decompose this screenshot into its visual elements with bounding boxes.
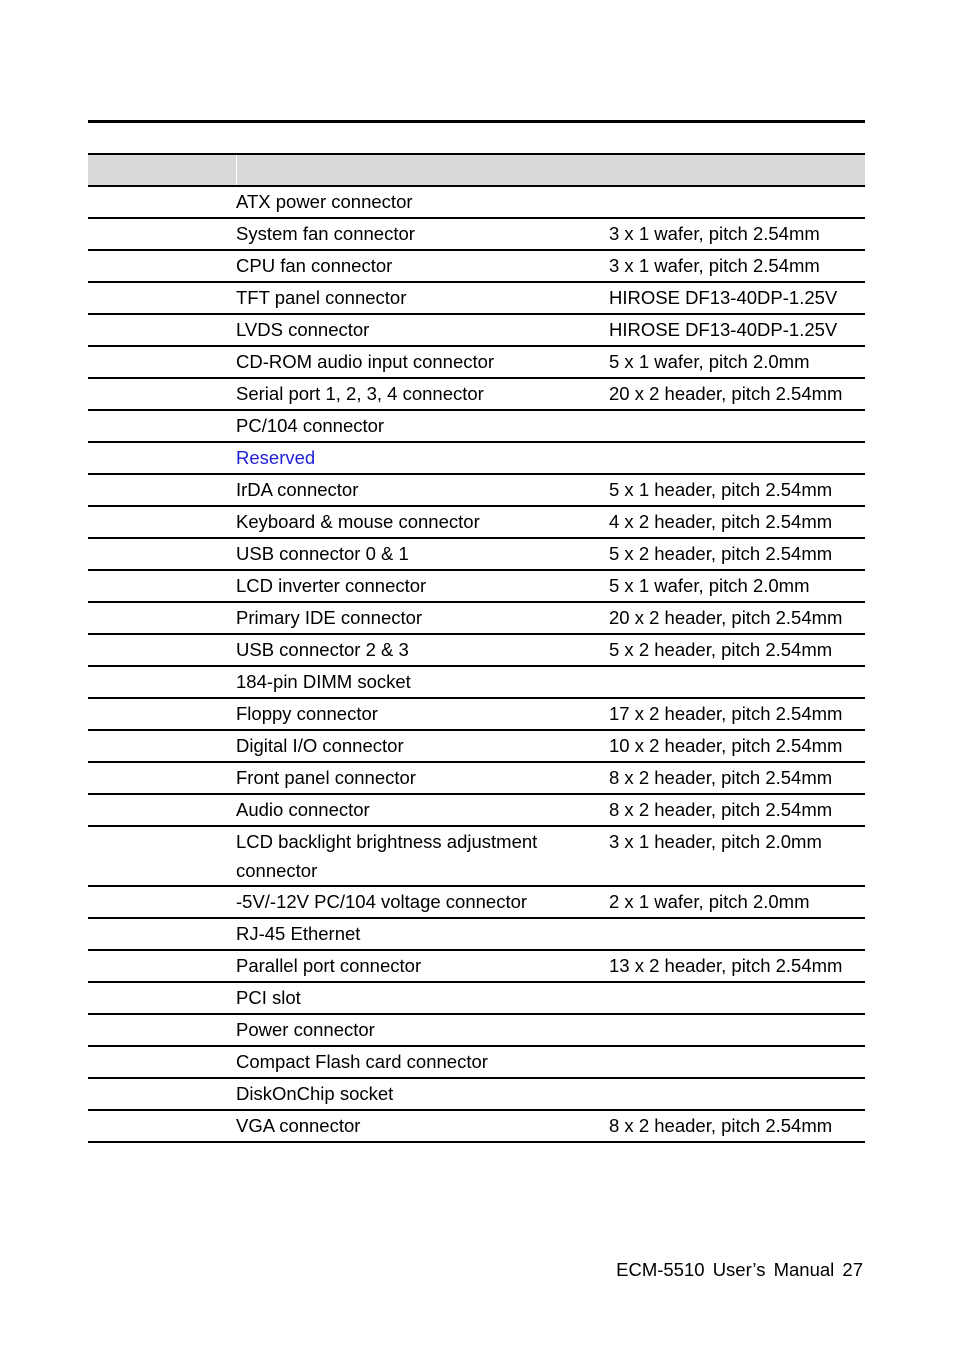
table-row — [88, 410, 865, 442]
spec-cell: 3 x 1 header, pitch 2.0mm — [609, 826, 865, 886]
description-cell: LVDS connector — [236, 314, 609, 346]
description-cell: USB connector 0 & 1 — [236, 538, 609, 570]
table-row — [88, 982, 865, 1014]
spec-cell: HIROSE DF13-40DP-1.25V — [609, 282, 865, 314]
description-cell: Floppy connector — [236, 698, 609, 730]
table-row — [88, 950, 865, 982]
spec-cell — [609, 982, 865, 1014]
label-cell — [88, 1014, 236, 1046]
spec-cell — [609, 918, 865, 950]
description-cell: System fan connector — [236, 218, 609, 250]
spec-cell — [609, 186, 865, 218]
label-cell — [88, 410, 236, 442]
description-cell: Front panel connector — [236, 762, 609, 794]
label-cell — [88, 602, 236, 634]
description-cell: Primary IDE connector — [236, 602, 609, 634]
table-row — [88, 1014, 865, 1046]
spec-cell: 13 x 2 header, pitch 2.54mm — [609, 950, 865, 982]
label-cell — [88, 186, 236, 218]
description-cell: ATX power connector — [236, 186, 609, 218]
page-footer: ECM-5510 User’s Manual 27 — [616, 1259, 863, 1280]
header-cell-spec — [609, 154, 865, 186]
description-cell: VGA connector — [236, 1110, 609, 1142]
label-cell — [88, 1078, 236, 1110]
table-row — [88, 886, 865, 918]
label-cell — [88, 1110, 236, 1142]
table-header-row — [88, 154, 865, 186]
spec-cell: 5 x 1 wafer, pitch 2.0mm — [609, 346, 865, 378]
spec-cell — [609, 410, 865, 442]
spec-cell: 20 x 2 header, pitch 2.54mm — [609, 602, 865, 634]
description-cell: Audio connector — [236, 794, 609, 826]
table-row — [88, 826, 865, 886]
spec-cell — [609, 1046, 865, 1078]
description-cell: TFT panel connector — [236, 282, 609, 314]
table-row — [88, 602, 865, 634]
spec-cell: 8 x 2 header, pitch 2.54mm — [609, 794, 865, 826]
table-row — [88, 538, 865, 570]
table-row — [88, 666, 865, 698]
description-cell: USB connector 2 & 3 — [236, 634, 609, 666]
label-cell — [88, 506, 236, 538]
table-row — [88, 730, 865, 762]
label-cell — [88, 538, 236, 570]
table-row — [88, 1078, 865, 1110]
table-row — [88, 918, 865, 950]
table-row — [88, 794, 865, 826]
description-cell: CPU fan connector — [236, 250, 609, 282]
label-cell — [88, 730, 236, 762]
description-cell: Keyboard & mouse connector — [236, 506, 609, 538]
description-cell: Digital I/O connector — [236, 730, 609, 762]
description-cell: Power connector — [236, 1014, 609, 1046]
label-cell — [88, 982, 236, 1014]
description-cell: PCI slot — [236, 982, 609, 1014]
label-cell — [88, 314, 236, 346]
spec-cell: 20 x 2 header, pitch 2.54mm — [609, 378, 865, 410]
table-row — [88, 506, 865, 538]
table-row — [88, 762, 865, 794]
section-divider — [88, 120, 865, 123]
label-cell — [88, 634, 236, 666]
table-row — [88, 250, 865, 282]
label-cell — [88, 282, 236, 314]
description-cell: RJ-45 Ethernet — [236, 918, 609, 950]
description-cell: IrDA connector — [236, 474, 609, 506]
description-cell: DiskOnChip socket — [236, 1078, 609, 1110]
table-body — [88, 186, 865, 1142]
spec-cell: 4 x 2 header, pitch 2.54mm — [609, 506, 865, 538]
spec-cell: 2 x 1 wafer, pitch 2.0mm — [609, 886, 865, 918]
table-row — [88, 218, 865, 250]
table-row — [88, 1110, 865, 1142]
label-cell — [88, 698, 236, 730]
table-row — [88, 570, 865, 602]
spec-cell: 8 x 2 header, pitch 2.54mm — [609, 762, 865, 794]
table-row — [88, 442, 865, 474]
table-row — [88, 186, 865, 218]
description-cell: PC/104 connector — [236, 410, 609, 442]
header-cell-label — [88, 154, 236, 186]
label-cell — [88, 378, 236, 410]
table-row — [88, 1046, 865, 1078]
label-cell — [88, 950, 236, 982]
description-cell: 184-pin DIMM socket — [236, 666, 609, 698]
label-cell — [88, 762, 236, 794]
description-cell: Parallel port connector — [236, 950, 609, 982]
table-row — [88, 346, 865, 378]
label-cell — [88, 826, 236, 886]
connector-table — [88, 153, 865, 1143]
spec-cell: 5 x 2 header, pitch 2.54mm — [609, 538, 865, 570]
description-cell: LCD backlight brightness adjustment connector — [236, 826, 609, 886]
header-cell-description — [236, 154, 609, 186]
description-cell: CD-ROM audio input connector — [236, 346, 609, 378]
spec-cell — [609, 1078, 865, 1110]
label-cell — [88, 218, 236, 250]
label-cell — [88, 346, 236, 378]
spec-cell: HIROSE DF13-40DP-1.25V — [609, 314, 865, 346]
description-cell: Serial port 1, 2, 3, 4 connector — [236, 378, 609, 410]
label-cell — [88, 1046, 236, 1078]
spec-cell: 5 x 2 header, pitch 2.54mm — [609, 634, 865, 666]
spec-cell: 5 x 1 header, pitch 2.54mm — [609, 474, 865, 506]
table-row — [88, 282, 865, 314]
table-row — [88, 698, 865, 730]
table-row — [88, 314, 865, 346]
description-cell: Compact Flash card connector — [236, 1046, 609, 1078]
label-cell — [88, 918, 236, 950]
spec-cell: 10 x 2 header, pitch 2.54mm — [609, 730, 865, 762]
label-cell — [88, 666, 236, 698]
table-row — [88, 634, 865, 666]
table-row — [88, 378, 865, 410]
label-cell — [88, 250, 236, 282]
spec-cell: 3 x 1 wafer, pitch 2.54mm — [609, 218, 865, 250]
label-cell — [88, 570, 236, 602]
label-cell — [88, 886, 236, 918]
label-cell — [88, 794, 236, 826]
spec-cell: 5 x 1 wafer, pitch 2.0mm — [609, 570, 865, 602]
spec-cell: 8 x 2 header, pitch 2.54mm — [609, 1110, 865, 1142]
spec-cell: 17 x 2 header, pitch 2.54mm — [609, 698, 865, 730]
description-cell: -5V/-12V PC/104 voltage connector — [236, 886, 609, 918]
label-cell — [88, 474, 236, 506]
spec-cell — [609, 442, 865, 474]
table-row — [88, 474, 865, 506]
table-header — [88, 154, 865, 186]
label-cell — [88, 442, 236, 474]
description-link[interactable]: Reserved — [236, 442, 609, 474]
spec-cell — [609, 666, 865, 698]
description-cell: LCD inverter connector — [236, 570, 609, 602]
spec-cell: 3 x 1 wafer, pitch 2.54mm — [609, 250, 865, 282]
spec-cell — [609, 1014, 865, 1046]
